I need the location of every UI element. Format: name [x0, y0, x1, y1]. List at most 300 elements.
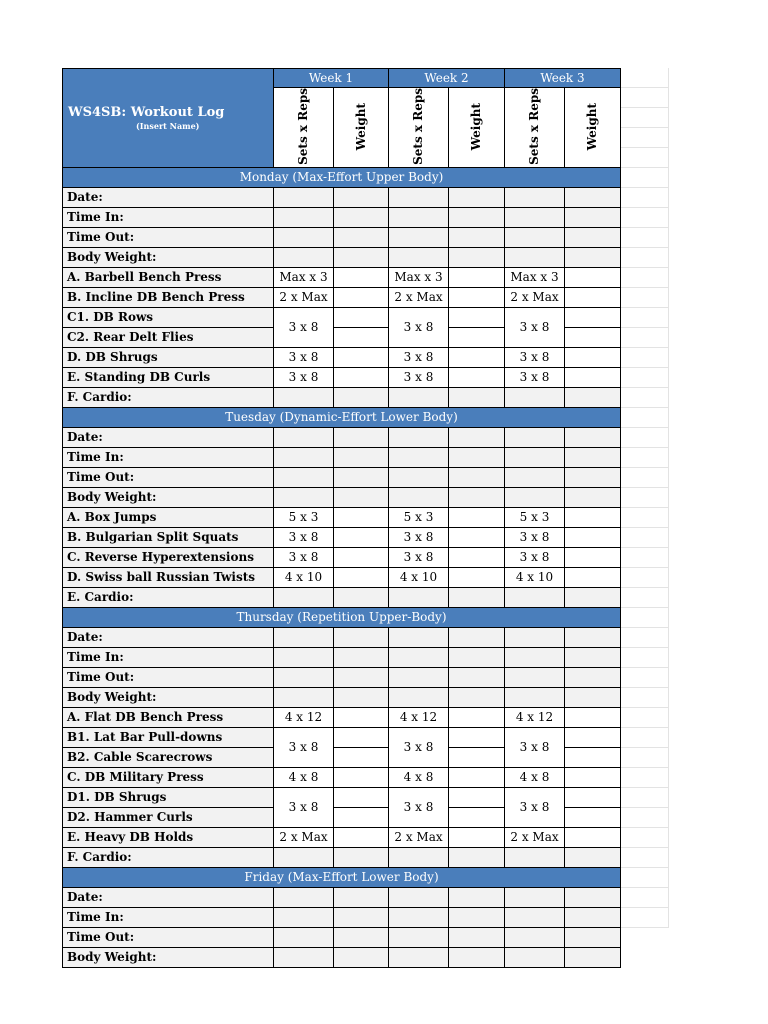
info-input-week-2-weight[interactable]: [449, 187, 505, 207]
info-input-week-3-sets[interactable]: [505, 447, 565, 467]
empty-cell[interactable]: [621, 168, 669, 188]
empty-cell[interactable]: [621, 528, 669, 548]
info-input-week-3-weight[interactable]: [565, 447, 621, 467]
week-3-weight-input[interactable]: [565, 547, 621, 567]
week-3-weight-input[interactable]: [565, 367, 621, 387]
info-input-week-3-sets[interactable]: [505, 907, 565, 927]
exercise-name: D2. Hammer Curls: [63, 807, 274, 827]
table-row: [63, 587, 621, 607]
week-2-weight-input[interactable]: [449, 267, 505, 287]
week-3-sets-reps: 2 x Max: [505, 287, 565, 307]
info-input-week-1-weight[interactable]: [334, 947, 389, 967]
week-3-sets-reps: 3 x 8: [505, 547, 565, 567]
info-input-week-2-weight[interactable]: [449, 467, 505, 487]
week-3-sets-reps: 4 x 8: [505, 767, 565, 787]
info-label: Date:: [63, 887, 274, 907]
empty-cell[interactable]: [621, 628, 669, 648]
table-row: [63, 727, 621, 747]
table-row: [63, 447, 621, 467]
cardio-input-week-1-sets[interactable]: [274, 587, 334, 607]
info-input-week-2-sets[interactable]: [389, 927, 449, 947]
exercise-name: A. Flat DB Bench Press: [63, 707, 274, 727]
cardio-label: F. Cardio:: [63, 847, 274, 867]
info-input-week-2-weight[interactable]: [449, 887, 505, 907]
info-input-week-2-sets[interactable]: [389, 487, 449, 507]
info-input-week-1-sets[interactable]: [274, 667, 334, 687]
cardio-input-week-2-weight[interactable]: [449, 387, 505, 407]
info-input-week-1-sets[interactable]: [274, 247, 334, 267]
info-input-week-1-sets[interactable]: [274, 627, 334, 647]
workout-log-table: [62, 68, 621, 968]
exercise-name: E. Heavy DB Holds: [63, 827, 274, 847]
cardio-input-week-3-sets[interactable]: [505, 387, 565, 407]
week-2-sets-reps: 4 x 10: [389, 567, 449, 587]
week-2-weight-input[interactable]: [449, 367, 505, 387]
exercise-name: E. Standing DB Curls: [63, 367, 274, 387]
cardio-label: E. Cardio:: [63, 587, 274, 607]
week-1-weight-input[interactable]: [334, 327, 389, 347]
week-1-weight-input[interactable]: [334, 287, 389, 307]
cardio-input-week-3-weight[interactable]: [565, 847, 621, 867]
info-input-week-2-sets[interactable]: [389, 947, 449, 967]
info-input-week-2-sets[interactable]: [389, 447, 449, 467]
exercise-name: A. Barbell Bench Press: [63, 267, 274, 287]
info-input-week-3-weight[interactable]: [565, 207, 621, 227]
cardio-input-week-2-weight[interactable]: [449, 847, 505, 867]
info-input-week-3-sets[interactable]: [505, 427, 565, 447]
info-input-week-1-weight[interactable]: [334, 447, 389, 467]
empty-cell[interactable]: [621, 288, 669, 308]
table-row: [63, 687, 621, 707]
cardio-input-week-1-sets[interactable]: [274, 387, 334, 407]
empty-cell[interactable]: [621, 888, 669, 908]
week-2-sets-reps: 3 x 8: [389, 787, 449, 827]
day-header: Tuesday (Dynamic-Effort Lower Body): [63, 407, 621, 427]
week-2-sets-reps: 3 x 8: [389, 547, 449, 567]
info-input-week-3-sets[interactable]: [505, 247, 565, 267]
cardio-input-week-2-sets[interactable]: [389, 387, 449, 407]
info-label: Date:: [63, 427, 274, 447]
week-2-sets-reps: 4 x 8: [389, 767, 449, 787]
week-2-sets-reps: 3 x 8: [389, 367, 449, 387]
empty-cell[interactable]: [621, 208, 669, 228]
empty-cell[interactable]: [621, 868, 669, 888]
week-1-weight-input[interactable]: [334, 307, 389, 327]
week-1-sets-reps: 3 x 8: [274, 307, 334, 347]
week-2-weight-input[interactable]: [449, 507, 505, 527]
week-1-weight-input[interactable]: [334, 507, 389, 527]
week-2-sets-reps: 3 x 8: [389, 727, 449, 767]
empty-cell[interactable]: [621, 148, 669, 168]
cardio-input-week-3-weight[interactable]: [565, 387, 621, 407]
week-1-sets-reps: 3 x 8: [274, 527, 334, 547]
week-1-sets-reps: 5 x 3: [274, 507, 334, 527]
day-header: Thursday (Repetition Upper-Body): [63, 607, 621, 627]
empty-cell[interactable]: [621, 708, 669, 728]
week-3-weight-input[interactable]: [565, 707, 621, 727]
info-input-week-3-weight[interactable]: [565, 227, 621, 247]
week-3-weight-header: Weight: [565, 88, 621, 168]
week-2-sets-reps: 3 x 8: [389, 307, 449, 347]
week-1-weight-input[interactable]: [334, 367, 389, 387]
table-row: [63, 287, 621, 307]
info-input-week-2-sets[interactable]: [389, 667, 449, 687]
info-input-week-3-sets[interactable]: [505, 667, 565, 687]
info-label: Body Weight:: [63, 247, 274, 267]
empty-cell[interactable]: [621, 408, 669, 428]
info-input-week-2-weight[interactable]: [449, 247, 505, 267]
empty-cell[interactable]: [621, 488, 669, 508]
week-1-weight-input[interactable]: [334, 787, 389, 807]
info-input-week-1-weight[interactable]: [334, 247, 389, 267]
empty-cell[interactable]: [621, 748, 669, 768]
info-input-week-1-weight[interactable]: [334, 427, 389, 447]
info-input-week-1-weight[interactable]: [334, 907, 389, 927]
info-input-week-2-sets[interactable]: [389, 647, 449, 667]
table-row: [63, 387, 621, 407]
info-input-week-2-weight[interactable]: [449, 207, 505, 227]
week-1-weight-input[interactable]: [334, 567, 389, 587]
week-3-weight-input[interactable]: [565, 307, 621, 327]
exercise-name: D. DB Shrugs: [63, 347, 274, 367]
info-input-week-2-weight[interactable]: [449, 667, 505, 687]
info-input-week-3-sets[interactable]: [505, 467, 565, 487]
cardio-input-week-1-weight[interactable]: [334, 587, 389, 607]
empty-cell[interactable]: [621, 268, 669, 288]
week-3-weight-input[interactable]: [565, 287, 621, 307]
week-3-sets-reps: 3 x 8: [505, 307, 565, 347]
empty-cell[interactable]: [621, 768, 669, 788]
info-input-week-3-weight[interactable]: [565, 427, 621, 447]
empty-cell[interactable]: [621, 188, 669, 208]
info-input-week-1-sets[interactable]: [274, 487, 334, 507]
table-row: [63, 367, 621, 387]
table-row: [63, 307, 621, 327]
week-3-weight-input[interactable]: [565, 347, 621, 367]
empty-cell[interactable]: [621, 548, 669, 568]
info-input-week-3-sets[interactable]: [505, 927, 565, 947]
week-3-weight-input[interactable]: [565, 727, 621, 747]
empty-cell[interactable]: [621, 328, 669, 348]
week-2-weight-input[interactable]: [449, 727, 505, 747]
week-1-sets-reps: 3 x 8: [274, 547, 334, 567]
info-label: Time Out:: [63, 927, 274, 947]
info-input-week-1-weight[interactable]: [334, 487, 389, 507]
info-input-week-1-weight[interactable]: [334, 687, 389, 707]
week-2-sets-reps: 2 x Max: [389, 287, 449, 307]
week-2-weight-input[interactable]: [449, 287, 505, 307]
week-2-sets-reps: 5 x 3: [389, 507, 449, 527]
cardio-input-week-3-sets[interactable]: [505, 587, 565, 607]
info-input-week-1-sets[interactable]: [274, 907, 334, 927]
week-2-weight-input[interactable]: [449, 307, 505, 327]
info-input-week-1-weight[interactable]: [334, 887, 389, 907]
table-row: [63, 927, 621, 947]
table-row: [63, 847, 621, 867]
info-input-week-2-weight[interactable]: [449, 647, 505, 667]
empty-cell[interactable]: [621, 808, 669, 828]
info-input-week-1-sets[interactable]: [274, 427, 334, 447]
table-row: [63, 247, 621, 267]
week-3-sets-reps: 4 x 10: [505, 567, 565, 587]
week-1-weight-input[interactable]: [334, 707, 389, 727]
week-3-weight-input[interactable]: [565, 327, 621, 347]
table-row: [63, 507, 621, 527]
week-2-sets-reps: 4 x 12: [389, 707, 449, 727]
week-2-weight-input[interactable]: [449, 347, 505, 367]
empty-spreadsheet-column: [621, 68, 669, 928]
week-1-sets-header: Sets x Reps: [274, 88, 334, 168]
info-input-week-2-weight[interactable]: [449, 907, 505, 927]
empty-cell[interactable]: [621, 308, 669, 328]
week-2-sets-reps: 3 x 8: [389, 347, 449, 367]
info-input-week-3-weight[interactable]: [565, 627, 621, 647]
cardio-input-week-1-weight[interactable]: [334, 847, 389, 867]
info-input-week-3-sets[interactable]: [505, 187, 565, 207]
empty-cell[interactable]: [621, 388, 669, 408]
table-row: [63, 567, 621, 587]
info-input-week-1-weight[interactable]: [334, 627, 389, 647]
week-2-weight-input[interactable]: [449, 327, 505, 347]
info-input-week-1-sets[interactable]: [274, 227, 334, 247]
info-input-week-1-sets[interactable]: [274, 687, 334, 707]
week-1-weight-input[interactable]: [334, 807, 389, 827]
week-2-weight-input[interactable]: [449, 807, 505, 827]
table-row: [63, 467, 621, 487]
cardio-input-week-3-weight[interactable]: [565, 587, 621, 607]
info-input-week-2-sets[interactable]: [389, 907, 449, 927]
week-2-sets-reps: 3 x 8: [389, 527, 449, 547]
info-input-week-2-weight[interactable]: [449, 447, 505, 467]
week-1-weight-input[interactable]: [334, 347, 389, 367]
info-input-week-1-weight[interactable]: [334, 927, 389, 947]
empty-cell[interactable]: [621, 568, 669, 588]
cardio-input-week-1-sets[interactable]: [274, 847, 334, 867]
info-input-week-1-weight[interactable]: [334, 207, 389, 227]
week-3-weight-input[interactable]: [565, 507, 621, 527]
week-3-weight-input[interactable]: [565, 787, 621, 807]
info-input-week-2-weight[interactable]: [449, 947, 505, 967]
empty-cell[interactable]: [621, 468, 669, 488]
empty-cell[interactable]: [621, 688, 669, 708]
cardio-input-week-3-sets[interactable]: [505, 847, 565, 867]
week-1-weight-header: Weight: [334, 88, 389, 168]
info-input-week-1-sets[interactable]: [274, 927, 334, 947]
week-1-sets-reps: 3 x 8: [274, 727, 334, 767]
info-input-week-2-sets[interactable]: [389, 227, 449, 247]
info-input-week-3-weight[interactable]: [565, 187, 621, 207]
week-3-weight-input[interactable]: [565, 567, 621, 587]
info-input-week-2-weight[interactable]: [449, 487, 505, 507]
week-1-weight-input[interactable]: [334, 527, 389, 547]
info-input-week-3-weight[interactable]: [565, 647, 621, 667]
empty-cell[interactable]: [621, 848, 669, 868]
table-row: [63, 547, 621, 567]
info-input-week-1-weight[interactable]: [334, 667, 389, 687]
week-2-header: Week 2: [389, 69, 505, 88]
table-row: [63, 887, 621, 907]
info-input-week-2-weight[interactable]: [449, 687, 505, 707]
week-1-weight-input[interactable]: [334, 547, 389, 567]
week-2-weight-input[interactable]: [449, 827, 505, 847]
info-input-week-3-weight[interactable]: [565, 907, 621, 927]
week-3-weight-input[interactable]: [565, 767, 621, 787]
info-input-week-1-sets[interactable]: [274, 467, 334, 487]
cardio-input-week-2-sets[interactable]: [389, 587, 449, 607]
week-2-weight-input[interactable]: [449, 547, 505, 567]
empty-cell[interactable]: [621, 368, 669, 388]
info-input-week-3-sets[interactable]: [505, 687, 565, 707]
cardio-input-week-2-weight[interactable]: [449, 587, 505, 607]
info-input-week-1-weight[interactable]: [334, 647, 389, 667]
info-input-week-3-weight[interactable]: [565, 947, 621, 967]
info-input-week-2-weight[interactable]: [449, 427, 505, 447]
week-3-weight-input[interactable]: [565, 747, 621, 767]
week-3-sets-reps: 3 x 8: [505, 347, 565, 367]
info-input-week-1-sets[interactable]: [274, 447, 334, 467]
info-input-week-1-weight[interactable]: [334, 227, 389, 247]
week-3-sets-reps: 3 x 8: [505, 367, 565, 387]
table-row: [63, 907, 621, 927]
week-1-weight-input[interactable]: [334, 767, 389, 787]
info-input-week-3-weight[interactable]: [565, 487, 621, 507]
empty-cell[interactable]: [621, 668, 669, 688]
info-input-week-1-sets[interactable]: [274, 887, 334, 907]
cardio-input-week-2-sets[interactable]: [389, 847, 449, 867]
week-2-sets-reps: Max x 3: [389, 267, 449, 287]
week-1-weight-input[interactable]: [334, 827, 389, 847]
empty-cell[interactable]: [621, 648, 669, 668]
empty-cell[interactable]: [621, 448, 669, 468]
info-input-week-2-sets[interactable]: [389, 887, 449, 907]
week-2-weight-input[interactable]: [449, 767, 505, 787]
empty-cell[interactable]: [621, 108, 669, 128]
week-2-weight-input[interactable]: [449, 787, 505, 807]
cardio-input-week-1-weight[interactable]: [334, 387, 389, 407]
week-3-sets-reps: 2 x Max: [505, 827, 565, 847]
info-input-week-3-sets[interactable]: [505, 207, 565, 227]
week-3-weight-input[interactable]: [565, 807, 621, 827]
log-title: WS4SB: Workout Log: [68, 104, 225, 120]
week-2-sets-reps: 2 x Max: [389, 827, 449, 847]
empty-cell[interactable]: [621, 248, 669, 268]
table-row: [63, 207, 621, 227]
empty-cell[interactable]: [621, 68, 669, 88]
empty-cell[interactable]: [621, 88, 669, 108]
table-row: [63, 347, 621, 367]
empty-cell[interactable]: [621, 728, 669, 748]
week-1-sets-reps: 4 x 8: [274, 767, 334, 787]
info-input-week-1-weight[interactable]: [334, 467, 389, 487]
info-input-week-2-weight[interactable]: [449, 227, 505, 247]
info-input-week-3-sets[interactable]: [505, 627, 565, 647]
week-2-weight-input[interactable]: [449, 527, 505, 547]
exercise-name: A. Box Jumps: [63, 507, 274, 527]
info-input-week-3-sets[interactable]: [505, 227, 565, 247]
exercise-name: D1. DB Shrugs: [63, 787, 274, 807]
info-label: Time Out:: [63, 227, 274, 247]
info-input-week-1-sets[interactable]: [274, 947, 334, 967]
info-input-week-3-weight[interactable]: [565, 467, 621, 487]
log-title-cell[interactable]: [63, 69, 274, 168]
exercise-name: C1. DB Rows: [63, 307, 274, 327]
info-input-week-3-weight[interactable]: [565, 887, 621, 907]
info-input-week-3-weight[interactable]: [565, 927, 621, 947]
cardio-label: F. Cardio:: [63, 387, 274, 407]
info-input-week-2-sets[interactable]: [389, 687, 449, 707]
info-input-week-1-sets[interactable]: [274, 187, 334, 207]
info-input-week-3-sets[interactable]: [505, 647, 565, 667]
info-input-week-3-sets[interactable]: [505, 487, 565, 507]
info-input-week-2-sets[interactable]: [389, 187, 449, 207]
info-label: Time Out:: [63, 467, 274, 487]
info-label: Time In:: [63, 207, 274, 227]
info-input-week-2-weight[interactable]: [449, 627, 505, 647]
week-1-weight-input[interactable]: [334, 727, 389, 747]
week-3-weight-input[interactable]: [565, 827, 621, 847]
empty-cell[interactable]: [621, 908, 669, 928]
empty-cell[interactable]: [621, 228, 669, 248]
week-1-weight-input[interactable]: [334, 747, 389, 767]
info-input-week-2-sets[interactable]: [389, 467, 449, 487]
week-3-sets-reps: 4 x 12: [505, 707, 565, 727]
info-label: Body Weight:: [63, 687, 274, 707]
week-3-sets-reps: Max x 3: [505, 267, 565, 287]
empty-cell[interactable]: [621, 588, 669, 608]
info-input-week-2-sets[interactable]: [389, 207, 449, 227]
empty-cell[interactable]: [621, 508, 669, 528]
info-input-week-3-weight[interactable]: [565, 247, 621, 267]
info-input-week-3-weight[interactable]: [565, 667, 621, 687]
info-label: Time In:: [63, 907, 274, 927]
info-label: Time Out:: [63, 667, 274, 687]
empty-cell[interactable]: [621, 608, 669, 628]
info-input-week-2-sets[interactable]: [389, 627, 449, 647]
info-input-week-1-sets[interactable]: [274, 647, 334, 667]
empty-cell[interactable]: [621, 128, 669, 148]
info-input-week-2-sets[interactable]: [389, 427, 449, 447]
week-3-weight-input[interactable]: [565, 267, 621, 287]
empty-cell[interactable]: [621, 348, 669, 368]
week-1-sets-reps: 4 x 10: [274, 567, 334, 587]
week-1-weight-input[interactable]: [334, 267, 389, 287]
info-label: Time In:: [63, 647, 274, 667]
week-2-weight-input[interactable]: [449, 707, 505, 727]
day-header: Friday (Max-Effort Lower Body): [63, 867, 621, 887]
week-2-weight-input[interactable]: [449, 567, 505, 587]
info-input-week-3-weight[interactable]: [565, 687, 621, 707]
week-1-header: Week 1: [274, 69, 389, 88]
table-row: [63, 527, 621, 547]
week-3-sets-reps: 3 x 8: [505, 787, 565, 827]
exercise-name: B. Bulgarian Split Squats: [63, 527, 274, 547]
day-header: Monday (Max-Effort Upper Body): [63, 167, 621, 187]
info-label: Date:: [63, 187, 274, 207]
empty-cell[interactable]: [621, 788, 669, 808]
week-3-weight-input[interactable]: [565, 527, 621, 547]
info-input-week-2-sets[interactable]: [389, 247, 449, 267]
info-input-week-3-sets[interactable]: [505, 887, 565, 907]
empty-cell[interactable]: [621, 428, 669, 448]
table-row: [63, 647, 621, 667]
info-input-week-1-weight[interactable]: [334, 187, 389, 207]
week-3-header: Week 3: [505, 69, 621, 88]
empty-cell[interactable]: [621, 828, 669, 848]
info-input-week-3-sets[interactable]: [505, 947, 565, 967]
week-2-weight-input[interactable]: [449, 747, 505, 767]
info-input-week-2-weight[interactable]: [449, 927, 505, 947]
info-input-week-1-sets[interactable]: [274, 207, 334, 227]
